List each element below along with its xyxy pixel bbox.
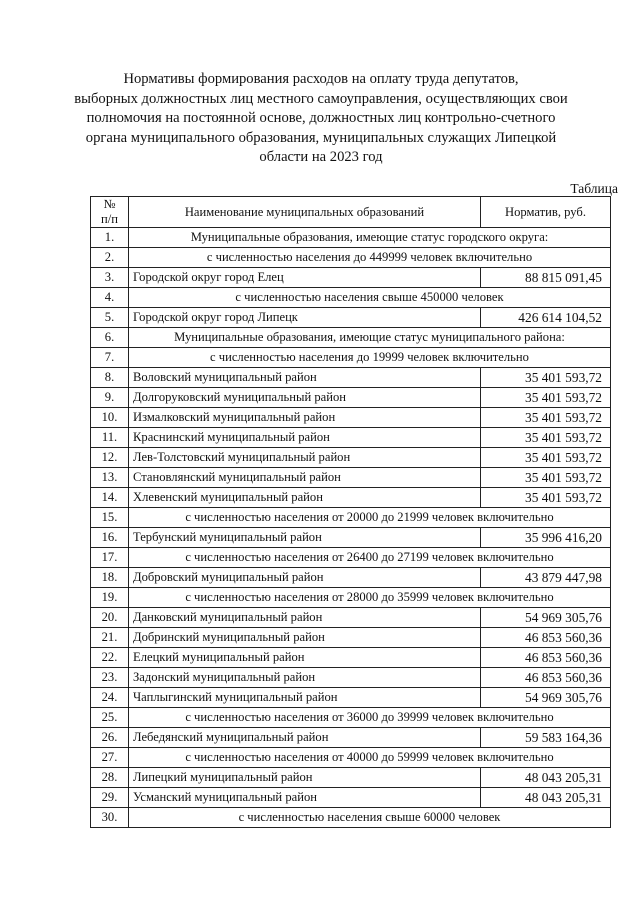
table-row [91, 808, 611, 828]
municipality-name: Усманский муниципальный район [129, 788, 481, 808]
table-row [91, 788, 611, 808]
norm-value: 35 401 593,72 [481, 428, 611, 448]
table-row [91, 748, 611, 768]
row-number: 28. [91, 768, 129, 788]
row-number: 21. [91, 628, 129, 648]
norm-value: 35 401 593,72 [481, 388, 611, 408]
table-row [91, 428, 611, 448]
row-number: 20. [91, 608, 129, 628]
municipality-name: Задонский муниципальный район [129, 668, 481, 688]
norm-value: 46 853 560,36 [481, 628, 611, 648]
municipality-name: Краснинский муниципальный район [129, 428, 481, 448]
row-number: 1. [91, 228, 129, 248]
table-row [91, 608, 611, 628]
section-heading: с численностью населения от 26400 до 27199 человек включительно [129, 548, 611, 568]
title-line: области на 2023 год [259, 149, 383, 165]
row-number: 3. [91, 268, 129, 288]
row-number: 30. [91, 808, 129, 828]
table-row [91, 388, 611, 408]
table-row [91, 228, 611, 248]
section-heading: с численностью населения от 20000 до 21999 человек включительно [129, 508, 611, 528]
municipality-name: Измалковский муниципальный район [129, 408, 481, 428]
municipality-name: Долгоруковский муниципальный район [129, 388, 481, 408]
table-row [91, 408, 611, 428]
norm-value: 35 401 593,72 [481, 408, 611, 428]
table-row [91, 488, 611, 508]
table-row [91, 288, 611, 308]
row-number: 7. [91, 348, 129, 368]
row-number: 16. [91, 528, 129, 548]
table-row [91, 328, 611, 348]
document-title [60, 70, 582, 168]
row-number: 22. [91, 648, 129, 668]
municipality-name: Чаплыгинский муниципальный район [129, 688, 481, 708]
title-line: Нормативы формирования расходов на оплату труда депутатов, [123, 71, 519, 87]
row-number: 8. [91, 368, 129, 388]
norm-value: 35 401 593,72 [481, 488, 611, 508]
row-number: 10. [91, 408, 129, 428]
norm-value: 43 879 447,98 [481, 568, 611, 588]
table-row [91, 708, 611, 728]
norm-value: 59 583 164,36 [481, 728, 611, 748]
row-number: 15. [91, 508, 129, 528]
table-row [91, 248, 611, 268]
row-number: 4. [91, 288, 129, 308]
row-number: 24. [91, 688, 129, 708]
municipality-name: Становлянский муниципальный район [129, 468, 481, 488]
row-number: 27. [91, 748, 129, 768]
municipality-name: Липецкий муниципальный район [129, 768, 481, 788]
section-heading: с численностью населения от 40000 до 59999 человек включительно [129, 748, 611, 768]
section-heading: Муниципальные образования, имеющие статус городского округа: [129, 228, 611, 248]
row-number: 19. [91, 588, 129, 608]
municipality-name: Добровский муниципальный район [129, 568, 481, 588]
title-line: органа муниципального образования, муниципальных служащих Липецкой [85, 129, 557, 146]
municipality-name: Елецкий муниципальный район [129, 648, 481, 668]
header-number-line1: № [103, 197, 116, 211]
table-row [91, 568, 611, 588]
row-number: 11. [91, 428, 129, 448]
row-number: 14. [91, 488, 129, 508]
section-heading: Муниципальные образования, имеющие статус муниципального района: [129, 328, 611, 348]
title-line: выборных должностных лиц местного самоуправления, осуществляющих свои [74, 90, 568, 107]
row-number: 13. [91, 468, 129, 488]
norm-value: 46 853 560,36 [481, 668, 611, 688]
table-row [91, 468, 611, 488]
norm-value: 88 815 091,45 [481, 268, 611, 288]
municipality-name: Добринский муниципальный район [129, 628, 481, 648]
table-row [91, 688, 611, 708]
table-row [91, 508, 611, 528]
norm-value: 426 614 104,52 [481, 308, 611, 328]
norm-value: 35 401 593,72 [481, 468, 611, 488]
table-row [91, 768, 611, 788]
norms-table [90, 196, 611, 828]
row-number: 18. [91, 568, 129, 588]
row-number: 2. [91, 248, 129, 268]
row-number: 26. [91, 728, 129, 748]
table-caption: Таблица [570, 181, 618, 196]
table-row [91, 668, 611, 688]
row-number: 6. [91, 328, 129, 348]
table-row [91, 548, 611, 568]
row-number: 23. [91, 668, 129, 688]
row-number: 12. [91, 448, 129, 468]
row-number: 17. [91, 548, 129, 568]
table-row [91, 368, 611, 388]
norm-value: 54 969 305,76 [481, 688, 611, 708]
municipality-name: Городской округ город Липецк [129, 308, 481, 328]
header-name: Наименование муниципальных образований [129, 197, 481, 228]
section-heading: с численностью населения от 28000 до 35999 человек включительно [129, 588, 611, 608]
norm-value: 54 969 305,76 [481, 608, 611, 628]
municipality-name: Хлевенский муниципальный район [129, 488, 481, 508]
section-heading: с численностью населения от 36000 до 39999 человек включительно [129, 708, 611, 728]
section-heading: с численностью населения свыше 450000 человек [129, 288, 611, 308]
norm-value: 46 853 560,36 [481, 648, 611, 668]
table-row [91, 588, 611, 608]
table-header-row [91, 197, 611, 228]
norm-value: 48 043 205,31 [481, 788, 611, 808]
table-row [91, 628, 611, 648]
row-number: 29. [91, 788, 129, 808]
table-body [91, 228, 611, 828]
municipality-name: Лебедянский муниципальный район [129, 728, 481, 748]
row-number: 5. [91, 308, 129, 328]
table-row [91, 268, 611, 288]
table-row [91, 728, 611, 748]
norm-value: 35 401 593,72 [481, 368, 611, 388]
title-line: полномочия на постоянной основе, должностных лиц контрольно-счетного [86, 110, 556, 126]
section-heading: с численностью населения до 19999 человек включительно [129, 348, 611, 368]
municipality-name: Тербунский муниципальный район [129, 528, 481, 548]
table-row [91, 528, 611, 548]
municipality-name: Лев-Толстовский муниципальный район [129, 448, 481, 468]
table-row [91, 648, 611, 668]
norm-value: 35 401 593,72 [481, 448, 611, 468]
header-number [91, 197, 129, 228]
municipality-name: Данковский муниципальный район [129, 608, 481, 628]
municipality-name: Воловский муниципальный район [129, 368, 481, 388]
section-heading: с численностью населения до 449999 человек включительно [129, 248, 611, 268]
row-number: 9. [91, 388, 129, 408]
table-row [91, 308, 611, 328]
row-number: 25. [91, 708, 129, 728]
norm-value: 35 996 416,20 [481, 528, 611, 548]
table-row [91, 348, 611, 368]
header-value: Норматив, руб. [481, 197, 611, 228]
header-number-line2: п/п [101, 212, 118, 226]
section-heading: с численностью населения свыше 60000 человек [129, 808, 611, 828]
norm-value: 48 043 205,31 [481, 768, 611, 788]
table-row [91, 448, 611, 468]
municipality-name: Городской округ город Елец [129, 268, 481, 288]
